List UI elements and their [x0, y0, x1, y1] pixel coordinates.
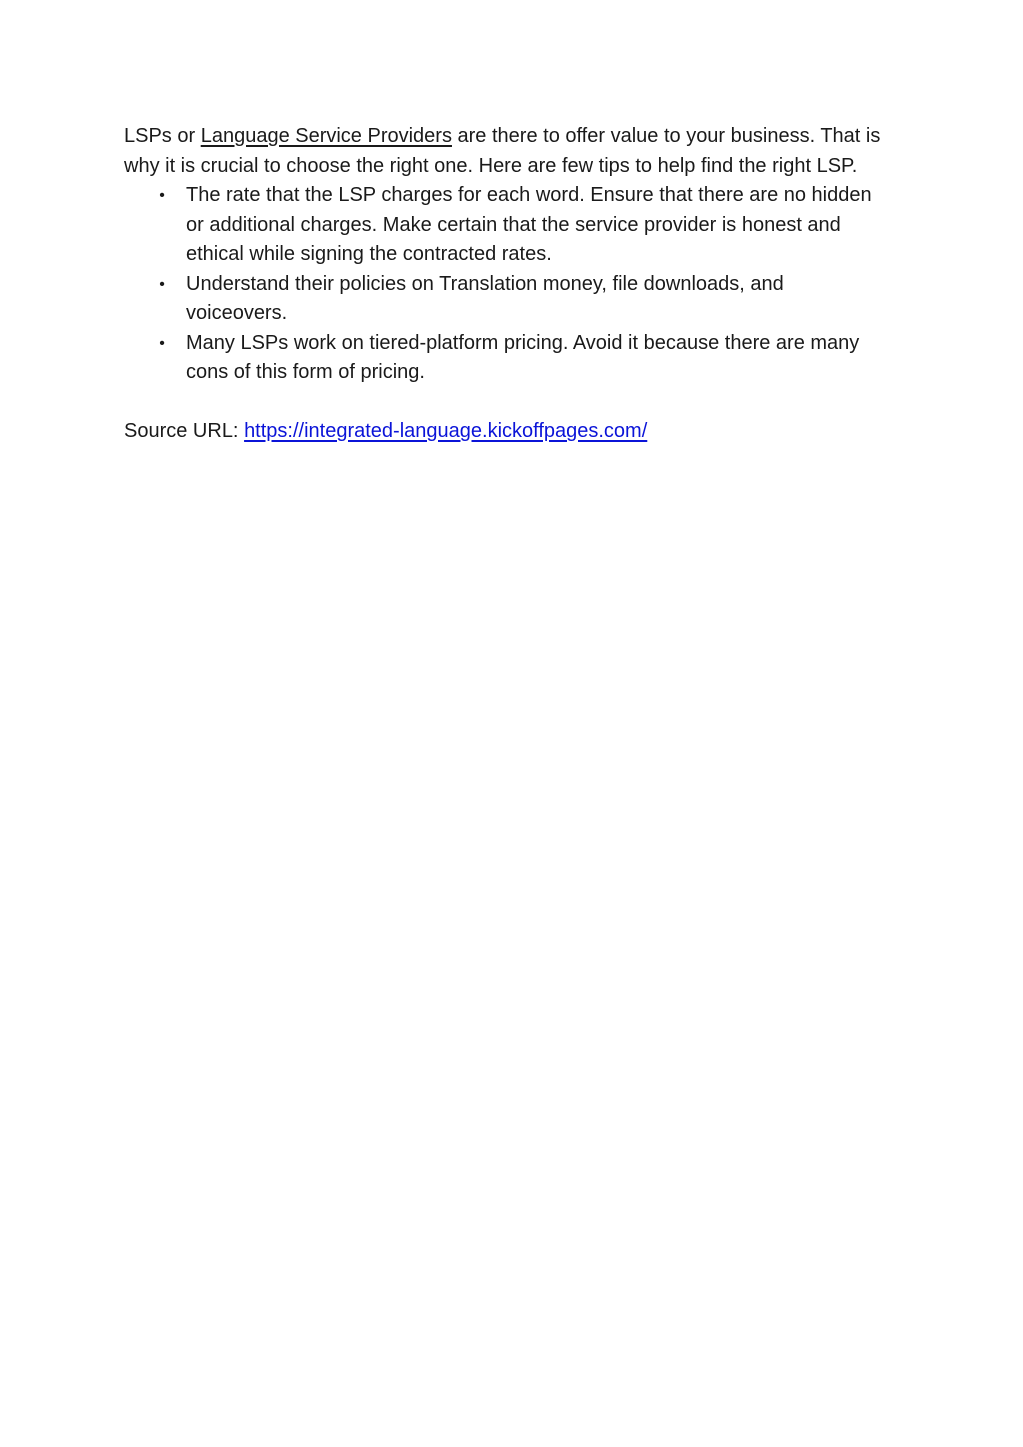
intro-text-start: LSPs or — [124, 125, 201, 147]
document-body — [124, 122, 884, 447]
list-item — [159, 270, 884, 329]
source-line — [124, 417, 884, 447]
bullet-icon: • — [159, 275, 165, 293]
tip-text: The rate that the LSP charges for each word. Ensure that there are no hidden or additional charges. Make certain that the service provider is honest and ethical while signing the contracted rates. — [186, 184, 872, 265]
intro-paragraph — [124, 122, 884, 181]
tip-text: Understand their policies on Translation money, file downloads, and voiceovers. — [186, 272, 784, 324]
source-label: Source URL: — [124, 420, 245, 442]
list-item — [159, 329, 884, 388]
intro-text-end: are there to offer value to your business. That is why it is crucial to choose the right one. Here are few tips to help find the right LSP. — [124, 125, 881, 177]
bullet-icon: • — [159, 334, 165, 352]
bullet-icon: • — [159, 187, 165, 204]
language-service-providers-link[interactable]: Language Service Providers — [200, 125, 452, 147]
tips-list — [124, 181, 884, 388]
tip-text: Many LSPs work on tiered-platform pricing. Avoid it because there are many cons of this form of pricing. — [186, 331, 860, 383]
source-url-link[interactable]: https://integrated-language.kickoffpages.com/ — [244, 420, 648, 442]
list-item — [159, 181, 884, 270]
